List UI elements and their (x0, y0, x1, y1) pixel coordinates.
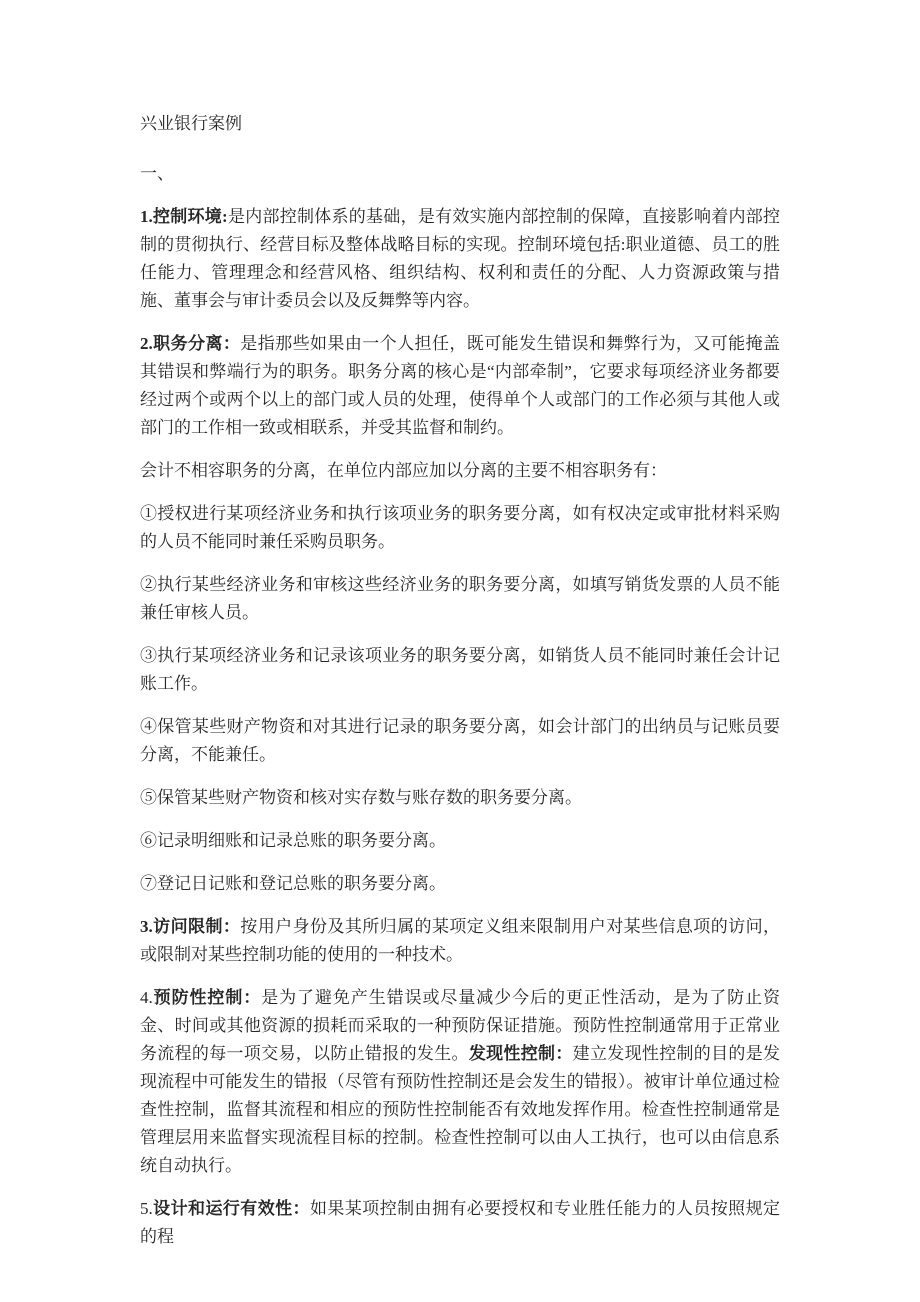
bold-run: 发现性控制： (468, 1044, 573, 1063)
text-run: ①授权进行某项经济业务和执行该项业务的职务要分离，如有权决定或审批材料采购的人员不能同时兼任采购员职务。 (140, 504, 780, 551)
paragraph (140, 713, 780, 769)
document-title: 兴业银行案例 (140, 114, 242, 133)
text-run: 是指那些如果由一个人担任，既可能发生错误和舞弊行为，又可能掩盖其错误和弊端行为的职务。职务分离的核心是“内部牵制”，它要求每项经济业务都要经过两个或两个以上的部门或人员的处理，使得单个人或部门的工作必须与其他人或部门的工作相一致或相联系，并受其监督和制约。 (140, 334, 781, 437)
paragraph (140, 330, 780, 442)
paragraph (140, 913, 780, 969)
bold-run: 预防性控制： (152, 988, 262, 1007)
paragraph (140, 500, 780, 556)
text-run: 按用户身份及其所归属的某项定义组来限制用户对某些信息项的访问，或限制对某些控制功能的使用的一种技术。 (140, 917, 781, 964)
text-run: 5. (140, 1199, 153, 1218)
text-run: 会计不相容职务的分离，在单位内部应加以分离的主要不相容职务有： (140, 461, 667, 480)
paragraph (140, 642, 780, 698)
bold-run: 2.职务分离： (140, 334, 241, 353)
paragraph (140, 203, 780, 315)
paragraph (140, 984, 780, 1180)
text-run: ④保管某些财产物资和对其进行记录的职务要分离，如会计部门的出纳员与记账员要分离，不能兼任。 (140, 717, 780, 764)
text-run: ②执行某些经济业务和审核这些经济业务的职务要分离，如填写销货发票的人员不能兼任审核人员。 (140, 575, 780, 622)
text-run: 建立发现性控制的目的是发现流程中可能发生的错报（尽管有预防性控制还是会发生的错报）。被审计单位通过检查性控制，监督其流程和相应的预防性控制能否有效地发挥作用。检查性控制通常是管理层用来监督实现流程目标的控制。检查性控制可以由人工执行，也可以由信息系统自动执行。 (140, 1044, 781, 1175)
text-run: 是内部控制体系的基础，是有效实施内部控制的保障，直接影响着内部控制的贯彻执行、经营目标及整体战略目标的实现。控制环境包括:职业道德、员工的胜任能力、管理理念和经营风格、组织结构、权利和责任的分配、人力资源政策与措施、董事会与审计委员会以及反舞弊等内容。 (140, 207, 781, 310)
text-run: 是为了避免产生错误或尽量减少今后的更正性活动，是为了防止资金、时间或其他资源的损耗而采取的一种预防保证措施。预防性控制通常用于正常业务流程的每一项交易，以防止错报的发生。 (140, 988, 781, 1063)
paragraph (140, 827, 780, 855)
text-run: 一、 (140, 164, 174, 183)
paragraph (140, 571, 780, 627)
paragraph (140, 870, 780, 898)
paragraph (140, 160, 780, 188)
bold-run: 1.控制环境: (140, 207, 228, 226)
text-run: ⑦登记日记账和登记总账的职务要分离。 (140, 874, 446, 893)
bold-run: 3.访问限制： (140, 917, 241, 936)
text-run: ⑤保管某些财产物资和核对实存数与账存数的职务要分离。 (140, 788, 582, 807)
text-run: 如果某项控制由拥有必要授权和专业胜任能力的人员按照规定的程 (140, 1199, 781, 1246)
text-run: 4. (140, 988, 153, 1007)
text-run: ③执行某项经济业务和记录该项业务的职务要分离，如销货人员不能同时兼任会计记账工作。 (140, 646, 780, 693)
text-run: ⑥记录明细账和记录总账的职务要分离。 (140, 831, 446, 850)
paragraph (140, 784, 780, 812)
document-body (140, 160, 780, 1251)
paragraph (140, 457, 780, 485)
paragraph (140, 1195, 780, 1251)
bold-run: 设计和运行有效性： (152, 1199, 310, 1218)
